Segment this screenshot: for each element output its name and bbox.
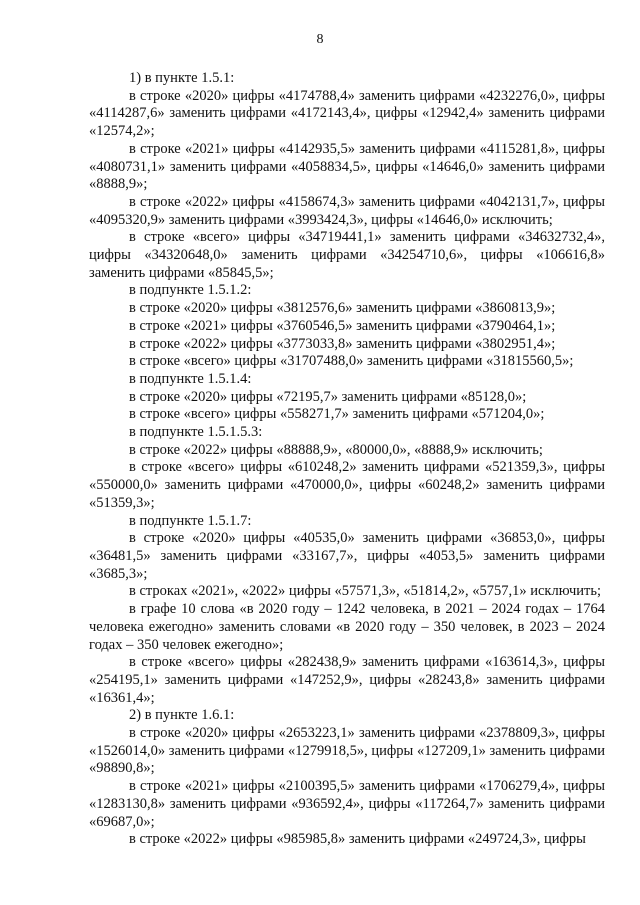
paragraph: в подпункте 1.5.1.7: [129,512,252,529]
paragraph: в подпункте 1.5.1.4: [129,370,252,387]
paragraph: в строке «всего» цифры «282438,9» заменить цифрами «163614,3», цифры «254195,1» заменить цифрами «147252,9», цифры «28243,8» заменить цифрами «16361,4»; [89,654,605,706]
paragraph: в строках «2021», «2022» цифры «57571,3», «51814,2», «5757,1» исключить; [129,583,602,600]
paragraph: в строке «2020» цифры «3812576,6» заменить цифрами «3860813,9»; [129,300,556,317]
paragraph: в строке «всего» цифры «31707488,0» заменить цифрами «31815560,5»; [129,353,574,370]
paragraph: в строке «всего» цифры «34719441,1» заменить цифрами «34632732,4», цифры «34320648,0» заменить цифрами «34254710,6», цифры «106616,8» заменить цифрами «85845,5»; [89,229,605,281]
paragraph: в строке «2021» цифры «3760546,5» заменить цифрами «3790464,1»; [129,317,556,334]
paragraph: в строке «2022» цифры «88888,9», «80000,0», «8888,9» исключить; [129,441,543,458]
paragraph: в строке «2022» цифры «4158674,3» заменить цифрами «4042131,7», цифры «4095320,9» заменить цифрами «3993424,3», цифры «14646,0» исключить; [89,193,605,228]
paragraph: в графе 10 слова «в 2020 году – 1242 человека, в 2021 – 2024 годах – 1764 человека ежегодно» заменить словами «в 2020 году – 350 человек, в 2023 – 2024 годах – 350 человек ежегодно»; [89,601,605,653]
paragraph: в строке «2020» цифры «2653223,1» заменить цифрами «2378809,3», цифры «1526014,0» заменить цифрами «1279918,5», цифры «127209,1» заменить цифрами «98890,8»; [89,725,605,777]
paragraph: в строке «2020» цифры «72195,7» заменить цифрами «85128,0»; [129,388,527,405]
page-number: 8 [316,32,324,47]
document-body [89,70,605,849]
paragraph: в строке «всего» цифры «558271,7» заменить цифрами «571204,0»; [129,406,545,423]
paragraph: в строке «всего» цифры «610248,2» заменить цифрами «521359,3», цифры «550000,0» заменить цифрами «470000,0», цифры «60248,2» заменить цифрами «51359,3»; [89,459,605,511]
paragraph: в подпункте 1.5.1.5.3: [129,424,263,441]
paragraph: 1) в пункте 1.5.1: [129,70,235,86]
paragraph: в строке «2020» цифры «4174788,4» заменить цифрами «4232276,0», цифры «4114287,6» заменить цифрами «4172143,4», цифры «12942,4» заменить цифрами «12574,2»; [89,87,605,140]
paragraph: в подпункте 1.5.1.2: [129,282,252,299]
paragraph: в строке «2020» цифры «40535,0» заменить цифрами «36853,0», цифры «36481,5» заменить цифрами «33167,7», цифры «4053,5» заменить цифрами «3685,3»; [89,530,605,582]
paragraph: в строке «2021» цифры «4142935,5» заменить цифрами «4115281,8», цифры «4080731,1» заменить цифрами «4058834,5», цифры «14646,0» заменить цифрами «8888,9»; [89,140,605,193]
paragraph: в строке «2022» цифры «985985,8» заменить цифрами «249724,3», цифры [129,831,586,848]
paragraph: в строке «2022» цифры «3773033,8» заменить цифрами «3802951,4»; [129,335,556,352]
paragraph: в строке «2021» цифры «2100395,5» заменить цифрами «1706279,4», цифры «1283130,8» заменить цифрами «936592,4», цифры «117264,7» заменить цифрами «69687,0»; [89,778,605,830]
paragraph: 2) в пункте 1.6.1: [129,707,235,724]
